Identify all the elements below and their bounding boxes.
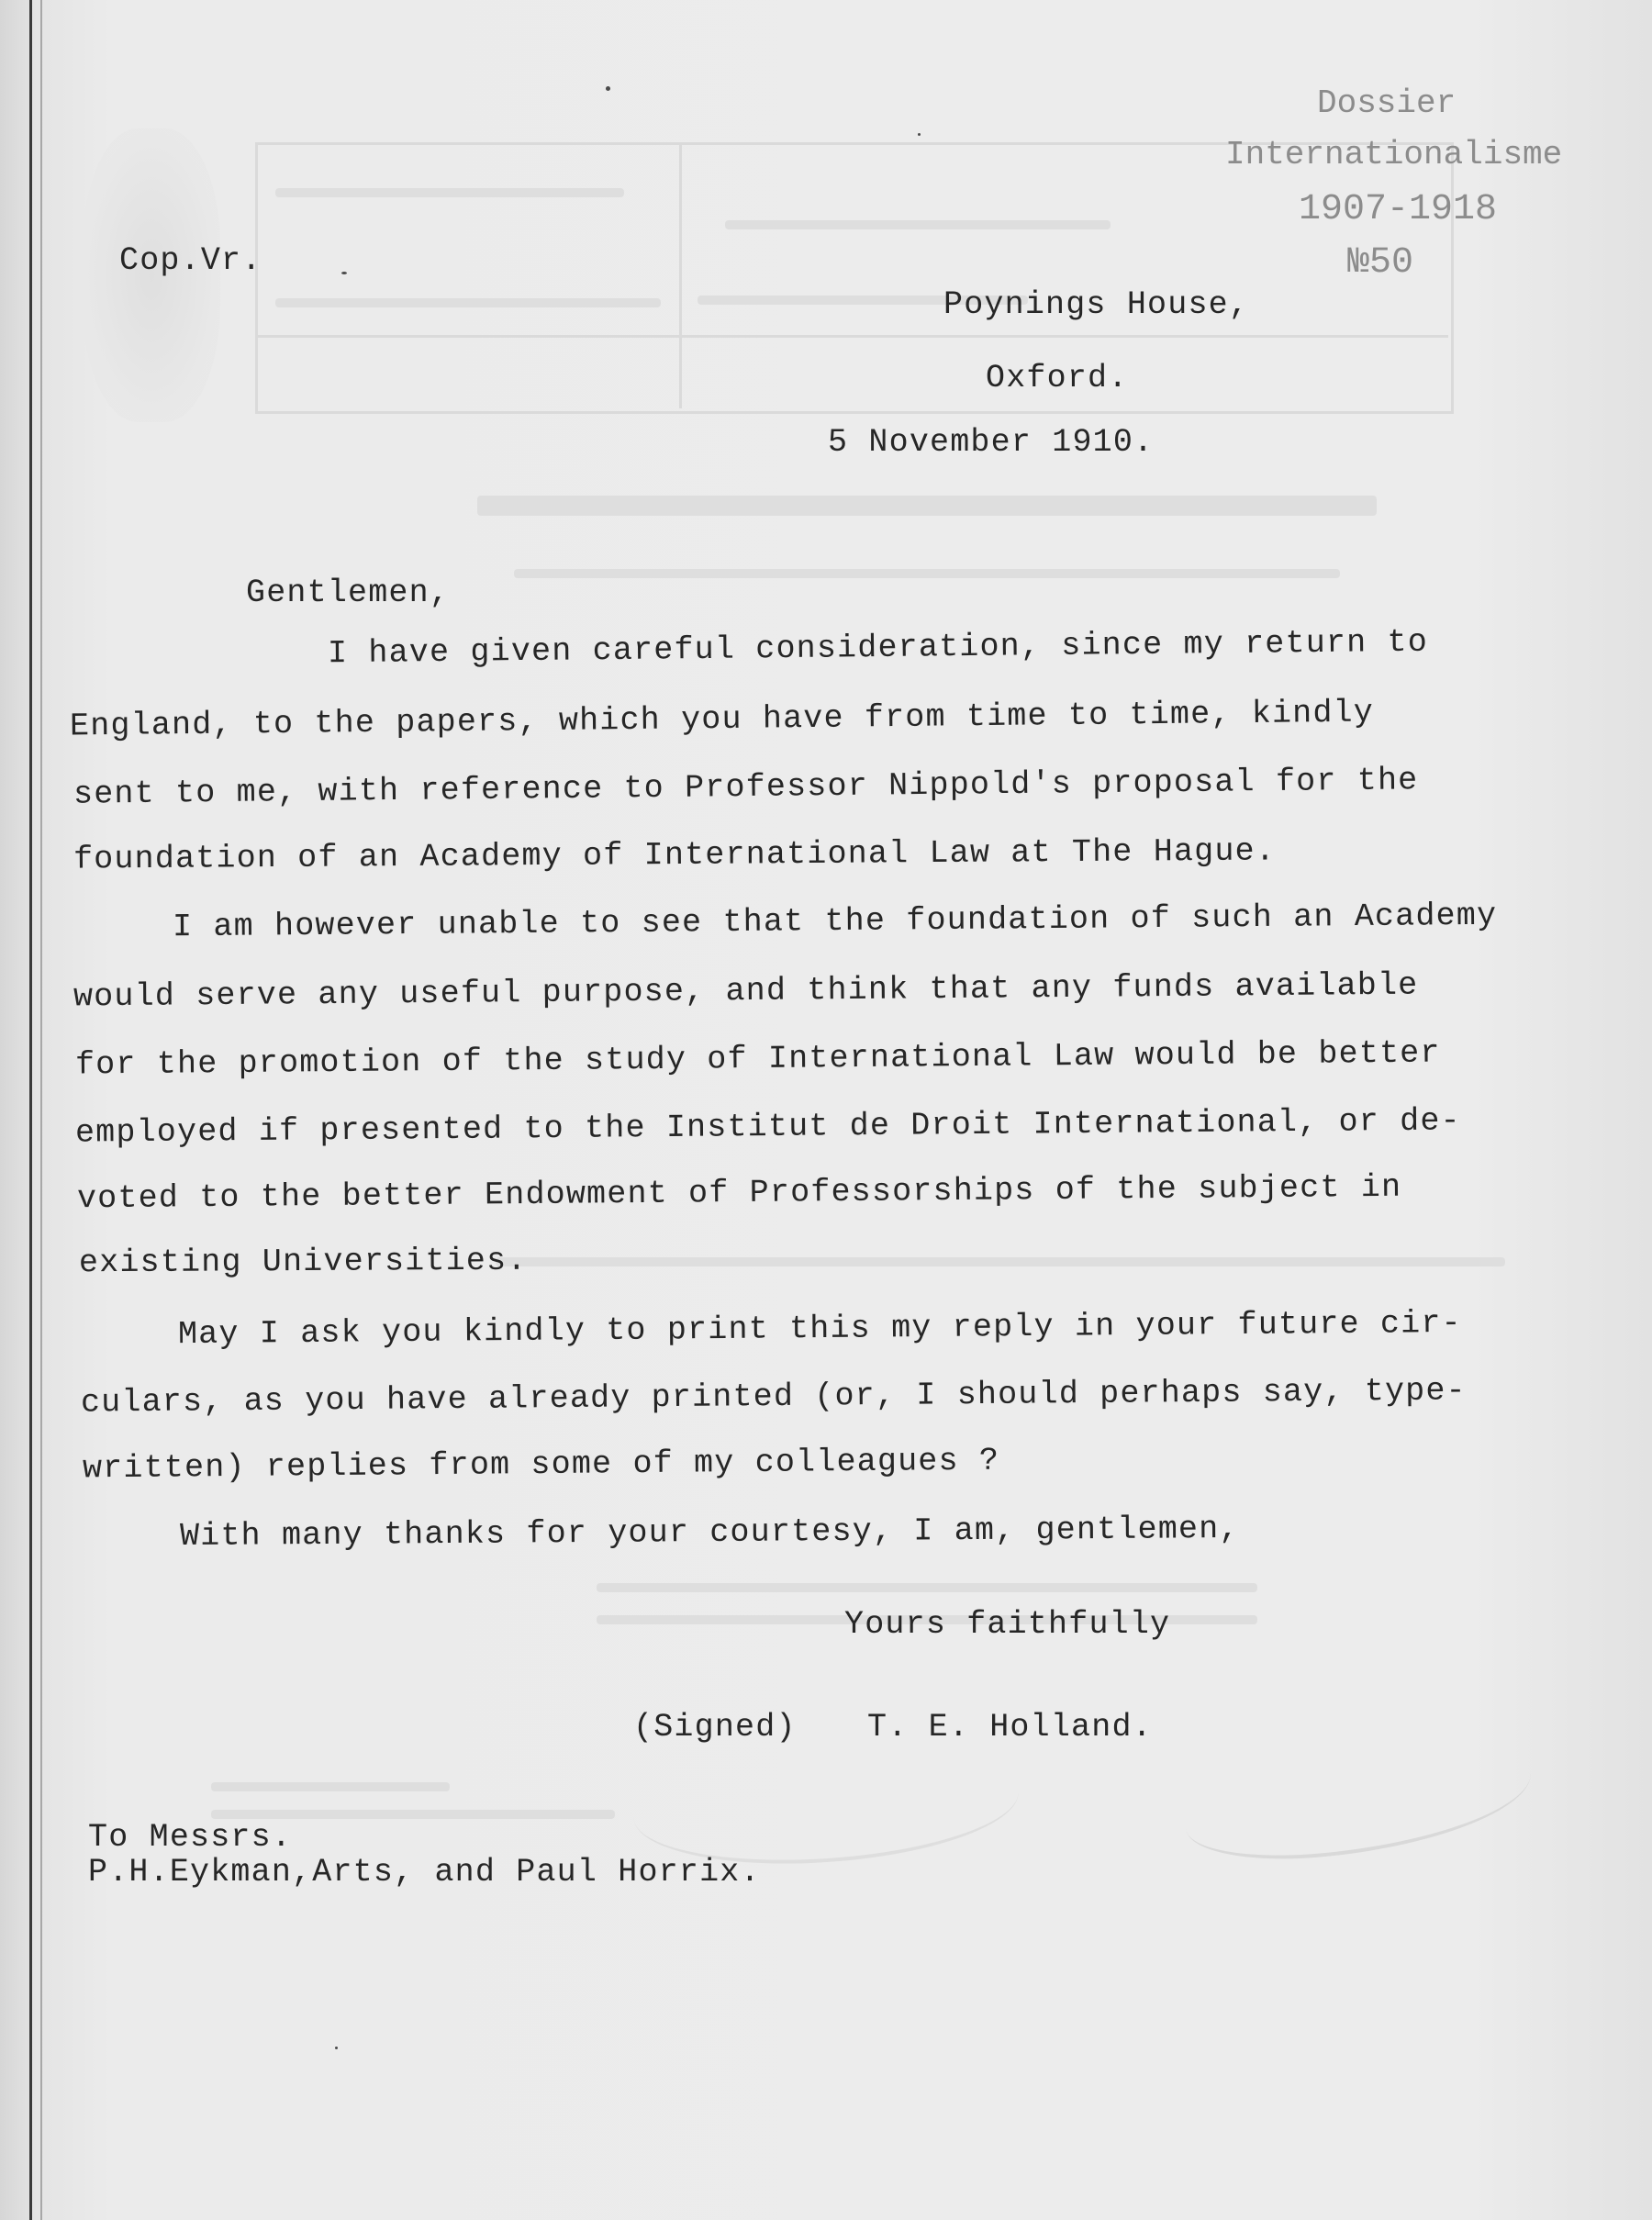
recipient-line-2: P.H.Eykman,Arts, and Paul Horrix. [88,1854,761,1891]
bleed-through-line [211,1782,450,1791]
salutation: Gentlemen, [246,575,451,611]
bleed-through-line [211,1810,615,1819]
paragraph-2-line: for the promotion of the study of International Law would be better [74,1034,1441,1084]
signer-name: T. E. Holland. [867,1709,1153,1746]
stamp-dossier: Dossier [1317,84,1457,122]
bleed-through-line [514,569,1340,578]
ink-speck [341,272,347,274]
bleed-through-line [496,1257,1505,1266]
paragraph-1-line: England, to the papers, which you have from time to time, kindly [69,694,1375,745]
paragraph-1-line: I have given careful consideration, since my return to [327,623,1429,673]
ink-speck [918,133,921,136]
ink-speck [335,2047,338,2049]
bleed-through-divider [679,142,682,408]
stamp-number: №50 [1347,242,1414,284]
paragraph-2-line: would serve any useful purpose, and think that any funds available [73,966,1419,1016]
paragraph-4-line: With many thanks for your courtesy, I am, gentlemen, [179,1510,1240,1556]
bleed-through-divider [255,335,1448,338]
bleed-through-line [477,496,1377,516]
page-edge-line [29,0,32,2220]
paragraph-2-line: I am however unable to see that the foundation of such an Academy [172,897,1498,946]
bleed-through-line [275,298,661,307]
paragraph-2-line: voted to the better Endowment of Professorships of the subject in [76,1168,1402,1218]
bleed-through-line [725,220,1111,229]
signed-label: (Signed) [633,1709,797,1746]
paragraph-3-line: May I ask you kindly to print this my reply in your future cir- [177,1304,1462,1354]
letter-date: 5 November 1910. [828,424,1155,461]
paragraph-1-line: foundation of an Academy of International Law at The Hague. [73,832,1277,878]
bleed-through-line [597,1583,1257,1592]
paragraph-3-line: culars, as you have already printed (or, I should perhaps say, type- [80,1372,1467,1422]
page-edge-shadow [40,0,42,2220]
bleed-through-line [275,188,624,197]
address-line-2: Oxford. [986,360,1129,396]
paragraph-1-line: sent to me, with reference to Professor Nippold's proposal for the [73,762,1419,813]
complimentary-close: Yours faithfully [844,1606,1171,1643]
paragraph-2-line: existing Universities. [78,1242,528,1282]
paragraph-3-line: written) replies from some of my colleagues ? [82,1442,1000,1488]
recipient-line-1: To Messrs. [88,1819,293,1856]
paragraph-2-line: employed if presented to the Institut de Droit International, or de- [74,1102,1461,1152]
stamp-collection: Internationalisme [1225,136,1563,173]
bleed-through-signature [1179,1730,1537,1870]
stamp-years: 1907-1918 [1299,189,1498,230]
address-line-1: Poynings House, [943,286,1250,323]
ink-speck [606,86,610,91]
copy-mark: Cop.Vr. [119,242,262,279]
bleed-through-letterhead-box [255,142,1454,414]
